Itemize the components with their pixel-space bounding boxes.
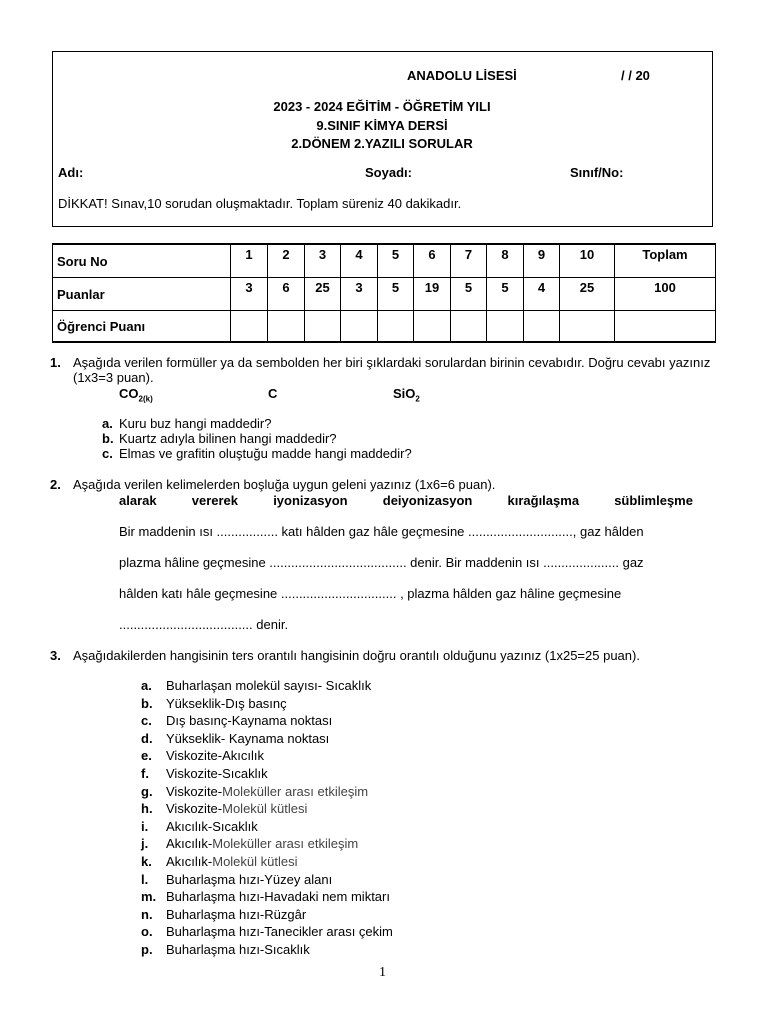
table-cell: 7: [451, 244, 487, 278]
list-item: d. Yükseklik- Kaynama noktası: [141, 730, 330, 746]
list-item: o. Buharlaşma hızı-Tanecikler arası çekim: [141, 924, 393, 940]
fill-blank-line: plazma hâline geçmesine ...................................... denir. Bir maddenin ısı ..................... gaz: [119, 555, 644, 570]
table-cell: 2: [268, 244, 305, 278]
table-cell: 100: [615, 278, 716, 311]
table-cell: 25: [305, 278, 341, 311]
row-label: Puanlar: [53, 278, 231, 311]
course-title: 9.SINIF KİMYA DERSİ: [316, 118, 448, 133]
word-bank-item: iyonizasyon: [273, 493, 348, 508]
fill-blank-line: Bir maddenin ısı ................. katı hâlden gaz hâle geçmesine ............................., gaz hâlden: [119, 524, 644, 539]
table-cell: 5: [487, 278, 524, 311]
table-cell: Toplam: [615, 244, 716, 278]
list-item: h. Viskozite-Molekül kütlesi: [141, 801, 308, 817]
table-cell: 10: [560, 244, 615, 278]
table-cell: 8: [487, 244, 524, 278]
score-entry-cell[interactable]: [414, 311, 451, 343]
question-number-row: [53, 244, 716, 278]
list-item: p. Buharlaşma hızı-Sıcaklık: [141, 941, 310, 957]
score-entry-cell[interactable]: [268, 311, 305, 343]
question-2-number: 2.: [50, 477, 61, 492]
table-cell: 4: [524, 278, 560, 311]
word-bank: [119, 493, 693, 508]
list-item: n. Buharlaşma hızı-Rüzgâr: [141, 906, 307, 922]
table-cell: 3: [341, 278, 378, 311]
score-entry-cell[interactable]: [487, 311, 524, 343]
list-item: l. Buharlaşma hızı-Yüzey alanı: [141, 871, 333, 887]
list-item: f. Viskozite-Sıcaklık: [141, 765, 268, 781]
table-cell: 6: [414, 244, 451, 278]
q3-item-list: [141, 677, 393, 959]
formula-co2: $CO_{2(k)}$: [119, 386, 153, 404]
question-1-number: 1.: [50, 355, 61, 370]
list-item: m. Buharlaşma hızı-Havadaki nem miktarı: [141, 889, 390, 905]
question-2-text: Aşağıda verilen kelimelerden boşluğa uygun geleni yazınız (1x6=6 puan).: [73, 477, 496, 492]
exam-header: [52, 51, 713, 227]
list-item: i. Akıcılık-Sıcaklık: [141, 818, 258, 834]
table-cell: 1: [231, 244, 268, 278]
score-entry-cell[interactable]: [451, 311, 487, 343]
table-cell: 4: [341, 244, 378, 278]
academic-year: 2023 - 2024 EĞİTİM - ÖĞRETİM YILI: [273, 99, 491, 114]
list-item: c. Dış basınç-Kaynama noktası: [141, 713, 333, 729]
fill-blank-line: hâlden katı hâle geçmesine ................................ , plazma hâlden gaz hâline geçmesine: [119, 586, 622, 601]
score-table: [52, 243, 716, 343]
page-number: 1: [379, 965, 386, 980]
list-item: g. Viskozite-Moleküller arası etkileşim: [141, 783, 369, 799]
formula-sio2: SiO$_2$: [393, 386, 420, 404]
table-cell: 25: [560, 278, 615, 311]
list-item: a. Buharlaşan molekül sayısı- Sıcaklık: [141, 678, 372, 693]
exam-notice: DİKKAT! Sınav,10 sorudan oluşmaktadır. Toplam süreniz 40 dakikadır.: [58, 196, 462, 211]
score-entry-cell[interactable]: [305, 311, 341, 343]
table-cell: 5: [378, 244, 414, 278]
score-entry-cell[interactable]: [378, 311, 414, 343]
question-3-number: 3.: [50, 648, 61, 663]
fill-blank-line: ..................................... denir.: [119, 617, 289, 632]
class-label: Sınıf/No:: [570, 165, 624, 180]
exam-date: / / 20: [621, 68, 650, 83]
word-bank-item: alarak: [119, 493, 157, 508]
school-name: ANADOLU LİSESİ: [407, 68, 517, 83]
points-row: [53, 278, 716, 311]
question-3-text: Aşağıdakilerden hangisinin ters orantılı hangisinin doğru orantılı olduğunu yazınız (1x25=25 puan).: [73, 648, 640, 663]
question-1-text: Aşağıda verilen formüller ya da sembolden her biri şıklardaki sorulardan birinin cevabıdır. Doğru cevabı yazınız (1x3=3 puan).: [73, 355, 711, 385]
exam-title: 2.DÖNEM 2.YAZILI SORULAR: [291, 136, 473, 151]
q1-option-a: a. Kuru buz hangi maddedir?: [102, 416, 272, 431]
word-bank-item: vererek: [191, 493, 239, 508]
table-cell: 5: [378, 278, 414, 311]
q1-option-c: c. Elmas ve grafitin oluştuğu madde hangi maddedir?: [102, 446, 412, 461]
score-entry-cell[interactable]: [560, 311, 615, 343]
score-entry-cell[interactable]: [524, 311, 560, 343]
word-bank-item: deiyonizasyon: [382, 493, 473, 508]
formula-c: C: [268, 386, 278, 401]
table-cell: 5: [451, 278, 487, 311]
table-cell: 3: [231, 278, 268, 311]
row-label: Öğrenci Puanı: [53, 311, 231, 343]
list-item: k. Akıcılık-Molekül kütlesi: [141, 853, 298, 869]
row-label: Soru No: [53, 244, 231, 278]
score-entry-cell[interactable]: [231, 311, 268, 343]
surname-label: Soyadı:: [365, 165, 412, 180]
word-bank-item: süblimleşme: [614, 493, 693, 508]
q1-option-b: b. Kuartz adıyla bilinen hangi maddedir?: [102, 431, 337, 446]
table-cell: 3: [305, 244, 341, 278]
list-item: e. Viskozite-Akıcılık: [141, 748, 265, 764]
score-entry-cell[interactable]: [615, 311, 716, 343]
name-label: Adı:: [58, 165, 84, 180]
table-cell: 6: [268, 278, 305, 311]
student-score-row: [53, 311, 716, 343]
word-bank-item: kırağılaşma: [507, 493, 580, 508]
list-item: j. Akıcılık-Moleküller arası etkileşim: [141, 836, 359, 852]
table-cell: 19: [414, 278, 451, 311]
list-item: b. Yükseklik-Dış basınç: [141, 695, 287, 711]
score-entry-cell[interactable]: [341, 311, 378, 343]
table-cell: 9: [524, 244, 560, 278]
